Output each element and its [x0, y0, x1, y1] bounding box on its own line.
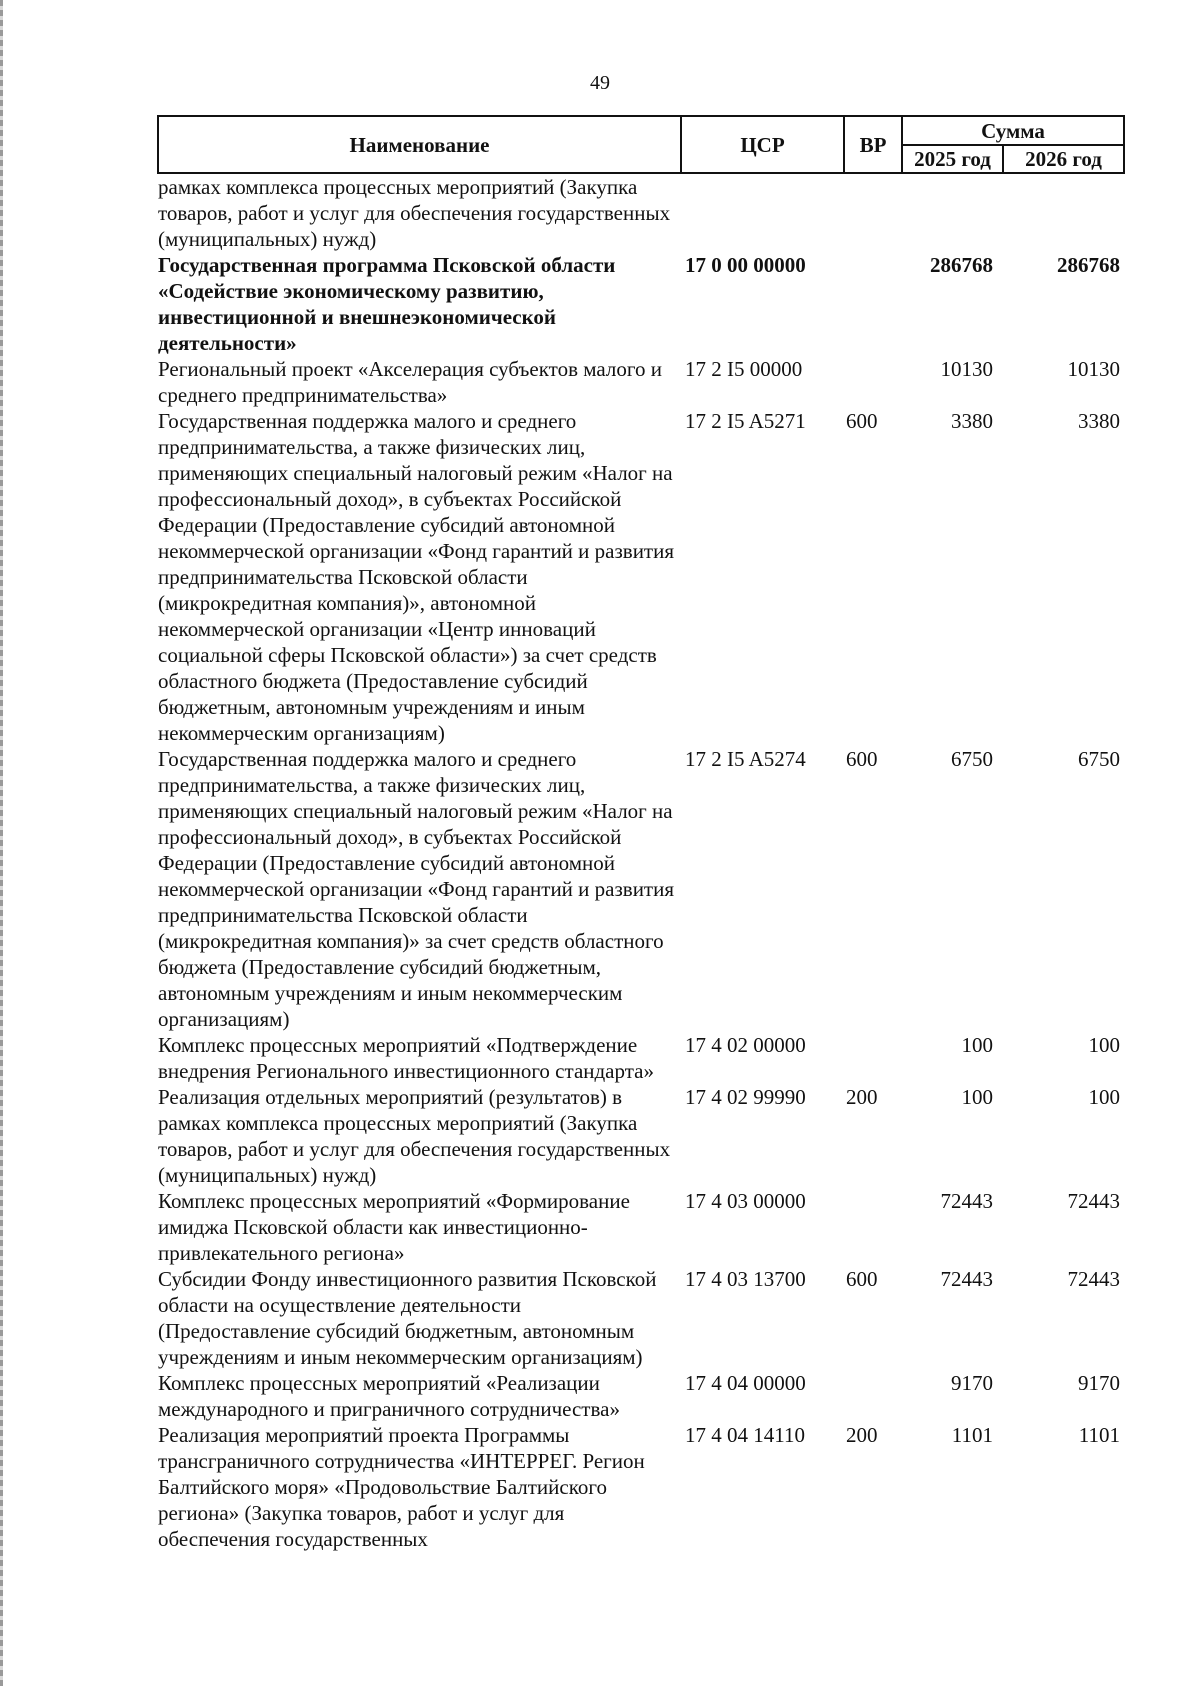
table-row — [158, 1370, 1124, 1422]
row-sum-2026: 9170 — [1078, 1371, 1120, 1395]
row-vr — [844, 252, 902, 356]
row-sum-2026: 72443 — [1067, 1189, 1120, 1213]
table-row — [158, 252, 1124, 356]
row-name: Комплекс процессных мероприятий «Реализации международного и приграничного сотрудничества» — [158, 1371, 620, 1421]
row-sum-2025: 1101 — [951, 1423, 993, 1447]
row-vr — [844, 356, 902, 408]
row-vr: 200 — [846, 1085, 878, 1109]
row-sum-2025: 72443 — [940, 1267, 993, 1291]
row-vr: 600 — [846, 409, 878, 433]
row-sum-2025: 6750 — [951, 747, 993, 771]
row-sum-2025: 72443 — [940, 1189, 993, 1213]
row-sum-2026: 10130 — [1067, 357, 1120, 381]
table-body — [158, 173, 1124, 1552]
row-csr: 17 4 02 00000 — [685, 1033, 806, 1057]
row-csr: 17 2 I5 A5274 — [685, 747, 806, 771]
row-sum-2025 — [902, 173, 1003, 252]
row-csr: 17 2 I5 00000 — [685, 357, 803, 381]
table-row — [158, 1084, 1124, 1188]
table-row — [158, 1266, 1124, 1370]
row-name: Комплекс процессных мероприятий «Формирование имиджа Псковской области как инвестиционно-привлекательного региона» — [158, 1189, 630, 1265]
row-name: Реализация мероприятий проекта Программы трансграничного сотрудничества «ИНТЕРРЕГ. Регион Балтийского моря» «Продовольствие Балтийского региона» (Закупка товаров, работ и услуг для обеспечения государственных — [158, 1423, 645, 1551]
row-vr: 200 — [846, 1423, 878, 1447]
header-sum: Сумма — [902, 116, 1124, 145]
table-header — [158, 116, 1124, 173]
budget-table — [157, 115, 1125, 1552]
row-vr — [844, 173, 902, 252]
row-vr — [844, 1032, 902, 1084]
row-csr: 17 4 03 00000 — [685, 1189, 806, 1213]
row-name: Государственная поддержка малого и среднего предпринимательства, а также физических лиц, применяющих специальный налоговый режим «Налог на профессиональный доход», в субъектах Российской Федерации (Предоставление субсидий автономной некоммерческой организации «Фонд гарантий и развития предпринимательства Псковской области (микрокредитная компания)», автономной некоммерческой организации «Центр инноваций социальной сферы Псковской области») за счет средств областного бюджета (Предоставление субсидий бюджетным, автономным учреждениям и иным некоммерческим организациям) — [158, 409, 675, 745]
row-sum-2025: 100 — [961, 1085, 993, 1109]
scan-edge — [0, 0, 3, 1686]
row-name: Государственная поддержка малого и среднего предпринимательства, а также физических лиц, применяющих специальный налоговый режим «Налог на профессиональный доход», в субъектах Российской Федерации (Предоставление субсидий автономной некоммерческой организации «Фонд гарантий и развития предпринимательства Псковской области (микрокредитная компания)» за счет средств областного бюджета (Предоставление субсидий бюджетным, автономным учреждениям и иным некоммерческим организациям) — [158, 747, 675, 1031]
row-sum-2026 — [1003, 173, 1124, 252]
table-row — [158, 1032, 1124, 1084]
row-sum-2026: 6750 — [1078, 747, 1120, 771]
row-name: Субсидии Фонду инвестиционного развития Псковской области на осуществление деятельности (Предоставление субсидий бюджетным, автономным учреждениям и иным некоммерческим организациям) — [158, 1267, 657, 1369]
table-row — [158, 746, 1124, 1032]
row-vr — [844, 1370, 902, 1422]
table-row — [158, 1422, 1124, 1552]
row-name: Реализация отдельных мероприятий (результатов) в рамках комплекса процессных мероприятий (Закупка товаров, работ и услуг для обеспечения государственных (муниципальных) нужд) — [158, 1085, 671, 1187]
header-name: Наименование — [158, 116, 681, 173]
row-sum-2026: 72443 — [1067, 1267, 1120, 1291]
row-vr: 600 — [846, 1267, 878, 1291]
row-sum-2026: 100 — [1088, 1085, 1120, 1109]
row-sum-2026: 100 — [1088, 1033, 1120, 1057]
table-row — [158, 173, 1124, 252]
table-row — [158, 356, 1124, 408]
row-sum-2025: 286768 — [930, 253, 993, 277]
row-sum-2025: 10130 — [940, 357, 993, 381]
row-sum-2026: 1101 — [1078, 1423, 1120, 1447]
row-csr: 17 4 03 13700 — [685, 1267, 806, 1291]
header-csr: ЦСР — [681, 116, 844, 173]
row-name: рамках комплекса процессных мероприятий (Закупка товаров, работ и услуг для обеспечения государственных (муниципальных) нужд) — [158, 175, 671, 251]
row-vr — [844, 1188, 902, 1266]
row-csr: 17 4 02 99990 — [685, 1085, 806, 1109]
row-sum-2026: 286768 — [1057, 253, 1120, 277]
table-row — [158, 408, 1124, 746]
row-name: Региональный проект «Акселерация субъектов малого и среднего предпринимательства» — [158, 357, 662, 407]
header-year-2025: 2025 год — [902, 145, 1003, 173]
row-csr: 17 4 04 14110 — [685, 1423, 805, 1447]
row-name: Комплекс процессных мероприятий «Подтверждение внедрения Регионального инвестиционного стандарта» — [158, 1033, 654, 1083]
header-year-2026: 2026 год — [1003, 145, 1124, 173]
row-csr: 17 2 I5 A5271 — [685, 409, 806, 433]
row-csr: 17 0 00 00000 — [685, 253, 806, 277]
header-vr: ВР — [844, 116, 902, 173]
row-csr: 17 4 04 00000 — [685, 1371, 806, 1395]
row-vr: 600 — [846, 747, 878, 771]
row-name: Государственная программа Псковской области «Содействие экономическому развитию, инвестиционной и внешнеэкономической деятельности» — [158, 253, 616, 355]
row-sum-2025: 3380 — [951, 409, 993, 433]
row-sum-2025: 9170 — [951, 1371, 993, 1395]
row-csr — [681, 173, 844, 252]
row-sum-2025: 100 — [961, 1033, 993, 1057]
table-row — [158, 1188, 1124, 1266]
page-number: 49 — [590, 72, 610, 94]
row-sum-2026: 3380 — [1078, 409, 1120, 433]
